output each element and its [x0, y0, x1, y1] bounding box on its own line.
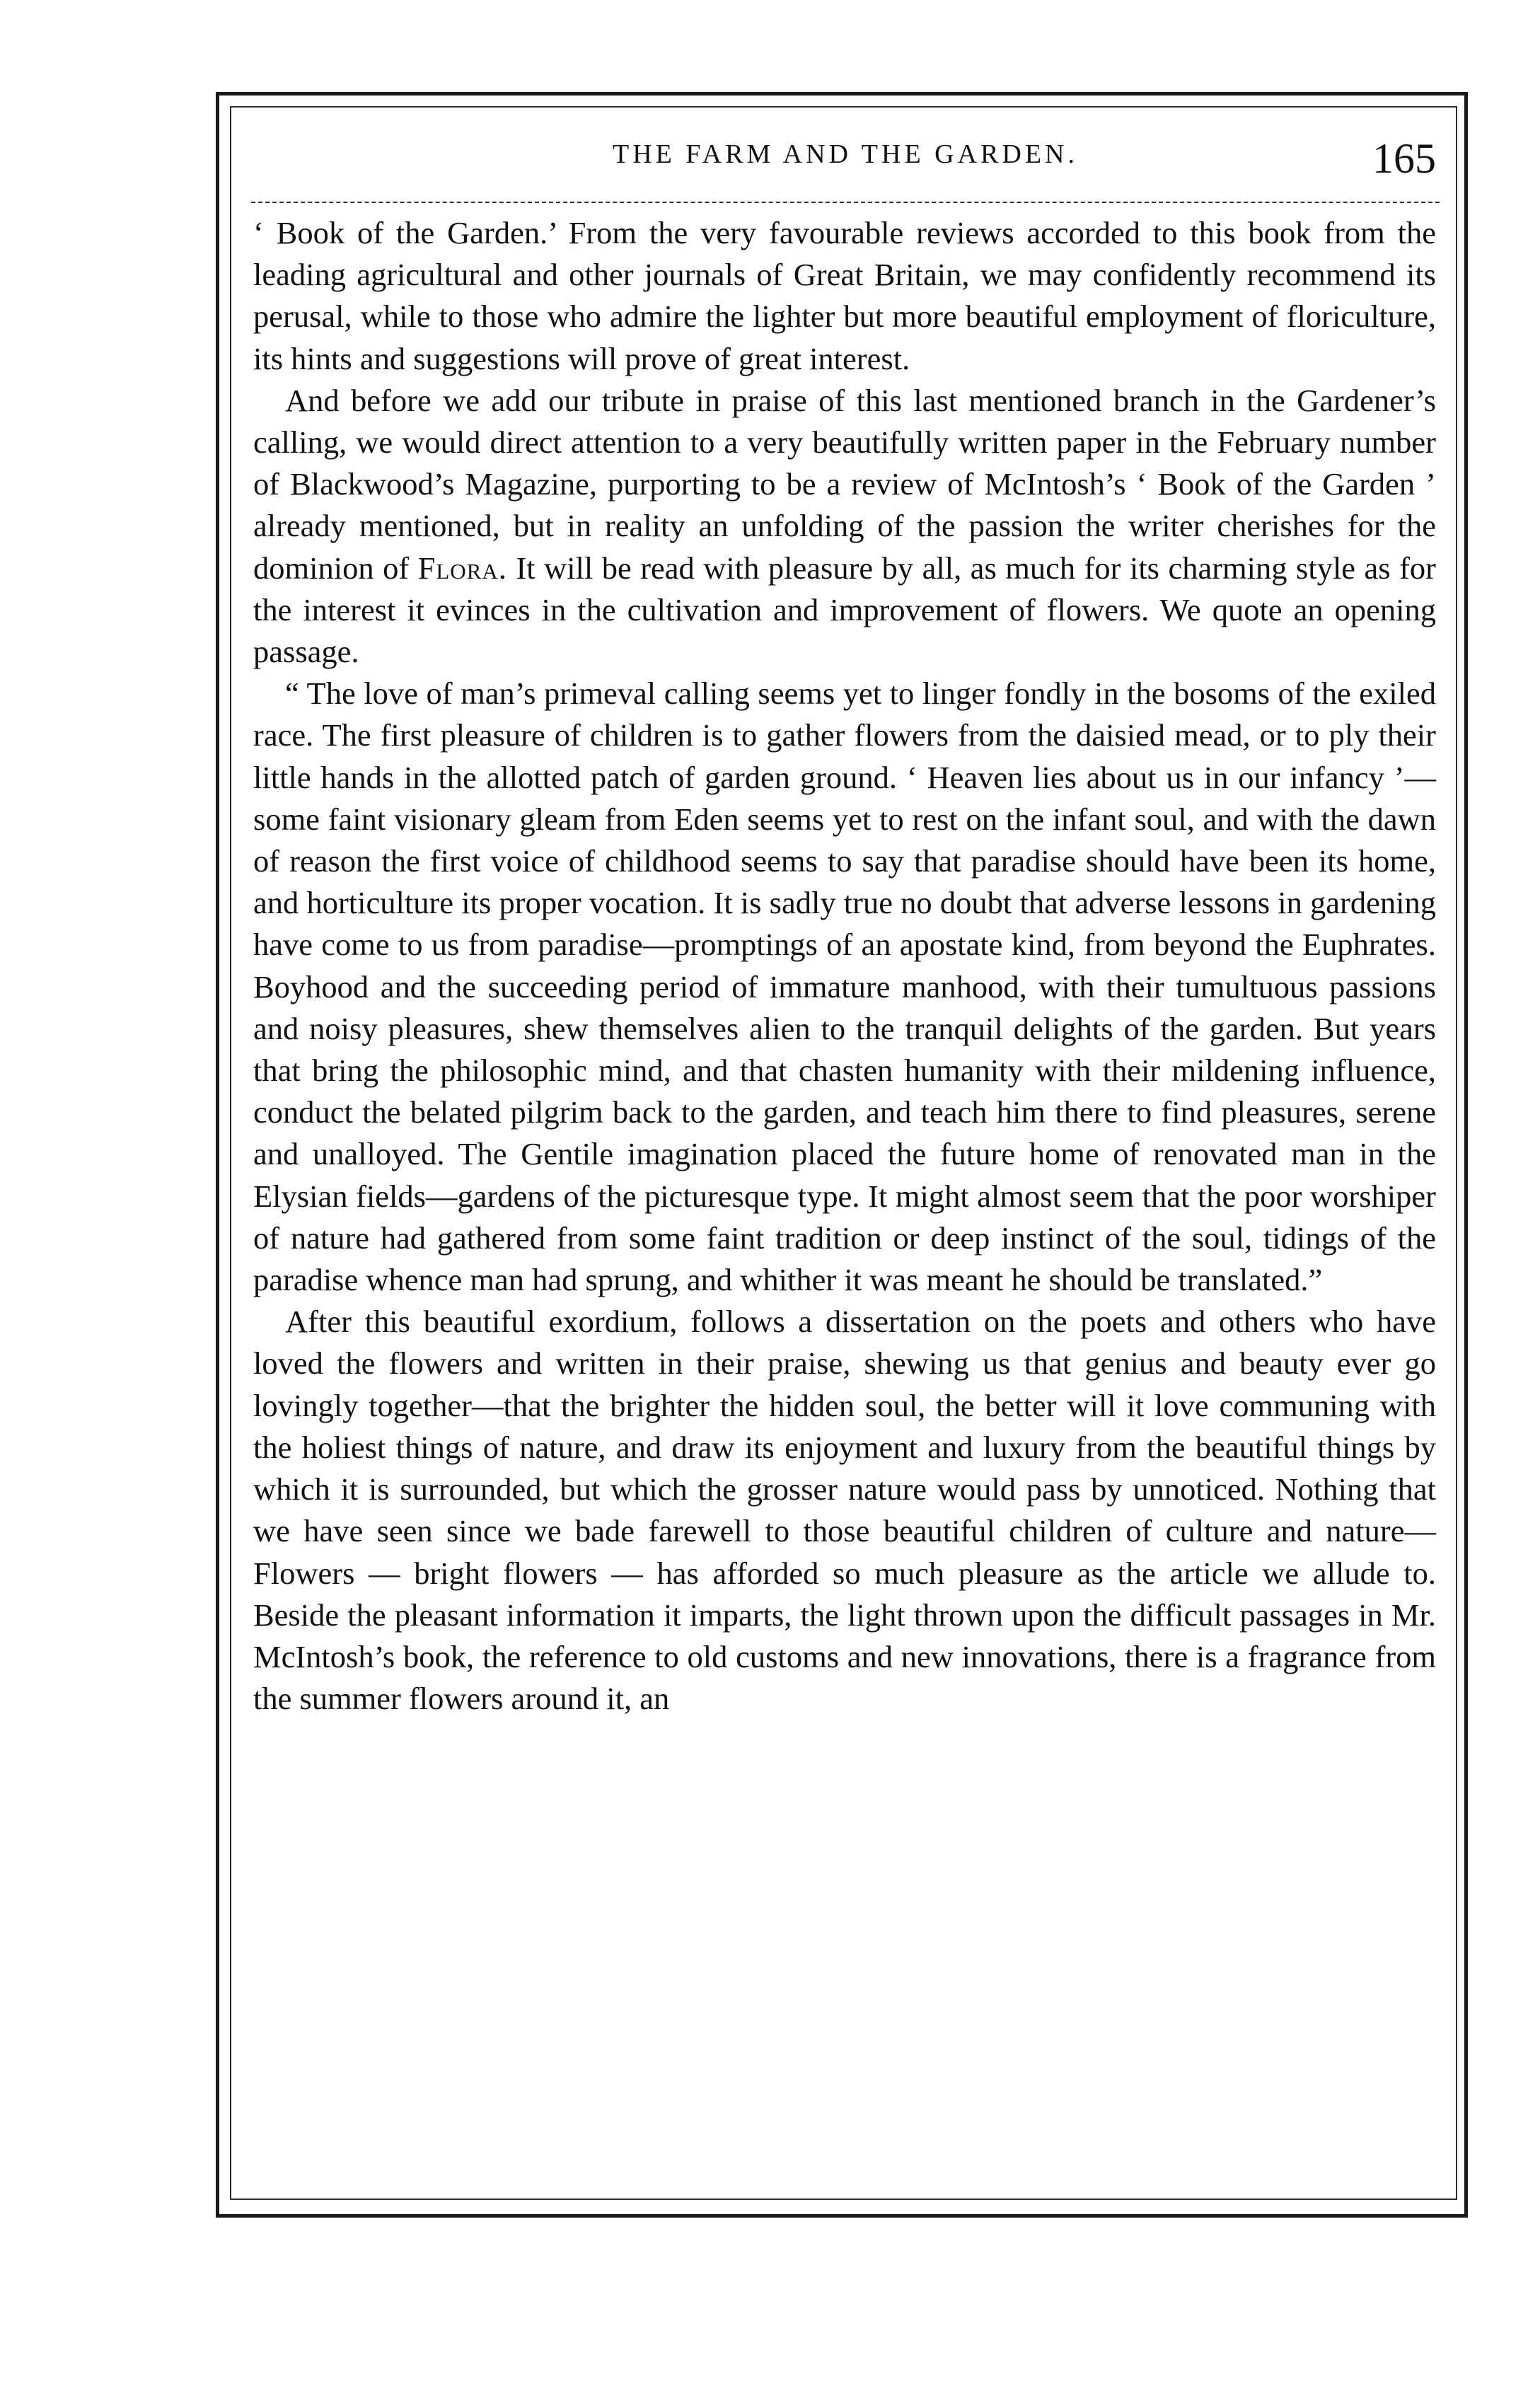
- page-number: 165: [1372, 135, 1436, 182]
- paragraph-1: ‘ Book of the Garden.’ From the very favourable reviews accorded to this book from the leading agricultural and other journals of Great Britain, we may confidently recommend its perusal, while to those who admire the lighter but more beautiful employment of floriculture, its hints and suggestions will prove of great interest.: [253, 215, 1436, 376]
- body-text: [253, 212, 1436, 1720]
- quoted-passage: “ The love of man’s primeval calling seems yet to linger fondly in the bosoms of the exiled race. The first pleasure of children is to gather flowers from the daisied mead, or to ply their little hands in the allotted patch of garden ground. ‘ Heaven lies about us in our infancy ’—some faint visionary gleam from Eden seems yet to rest on the infant soul, and with the dawn of reason the first voice of childhood seems to say that paradise should have been its home, and horticulture its proper vocation. It is sadly true no doubt that adverse lessons in gardening have come to us from paradise—promptings of an apostate kind, from beyond the Euphrates. Boyhood and the succeeding period of immature manhood, with their tumultuous passions and noisy pleasures, shew themselves alien to the tranquil delights of the garden. But years that bring the philosophic mind, and that chasten humanity with their mildening influence, conduct the belated pilgrim back to the garden, and teach him there to find pleasures, serene and unalloyed. The Gentile imagination placed the future home of renovated man in the Elysian fields—gardens of the picturesque type. It might almost seem that the poor worshiper of nature had gathered from some faint tradition or deep instinct of the soul, tidings of the paradise whence man had sprung, and whither it was meant he should be translated.”: [253, 676, 1436, 1298]
- header-rule: [251, 202, 1440, 203]
- paragraph-2-text-a: And before we add our tribute in praise of this last mentioned branch in the Gardener’s calling, we would direct attention to a very beautifully written paper in the February number of Blackwood’s Magazine, purporting to be a review of McIntosh’s ‘ Book of the Garden ’ already mentioned, but in reality an unfolding of the passion the writer cherishes for the dominion of: [253, 382, 1436, 586]
- paragraph-4: After this beautiful exordium, follows a dissertation on the poets and others who have loved the flowers and written in their praise, shewing us that genius and beauty ever go lovingly together—that the brighter the hidden soul, the better will it love communing with the holiest things of nature, and draw its enjoyment and luxury from the beautiful things by which it is surrounded, but which the grosser nature would pass by unnoticed. Nothing that we have seen since we bade farewell to those beautiful children of culture and nature—Flowers — bright flowers — has afforded so much pleasure as the article we allude to. Beside the pleasant information it imparts, the light thrown upon the difficult passages in Mr. McIntosh’s book, the reference to old customs and new innovations, there is a fragrance from the summer flowers around it, an: [253, 1304, 1436, 1717]
- flora-small-caps: Flora.: [417, 550, 507, 586]
- running-head: THE FARM AND THE GARDEN.: [613, 139, 1078, 169]
- paragraph-2-text-b: It will be read with pleasure by all, as much for its charming style as for the interest it evinces in the cultivation and improvement of flowers. We quote an opening passage.: [253, 550, 1436, 670]
- paragraph-2: [253, 380, 1436, 673]
- page-header: [255, 134, 1436, 191]
